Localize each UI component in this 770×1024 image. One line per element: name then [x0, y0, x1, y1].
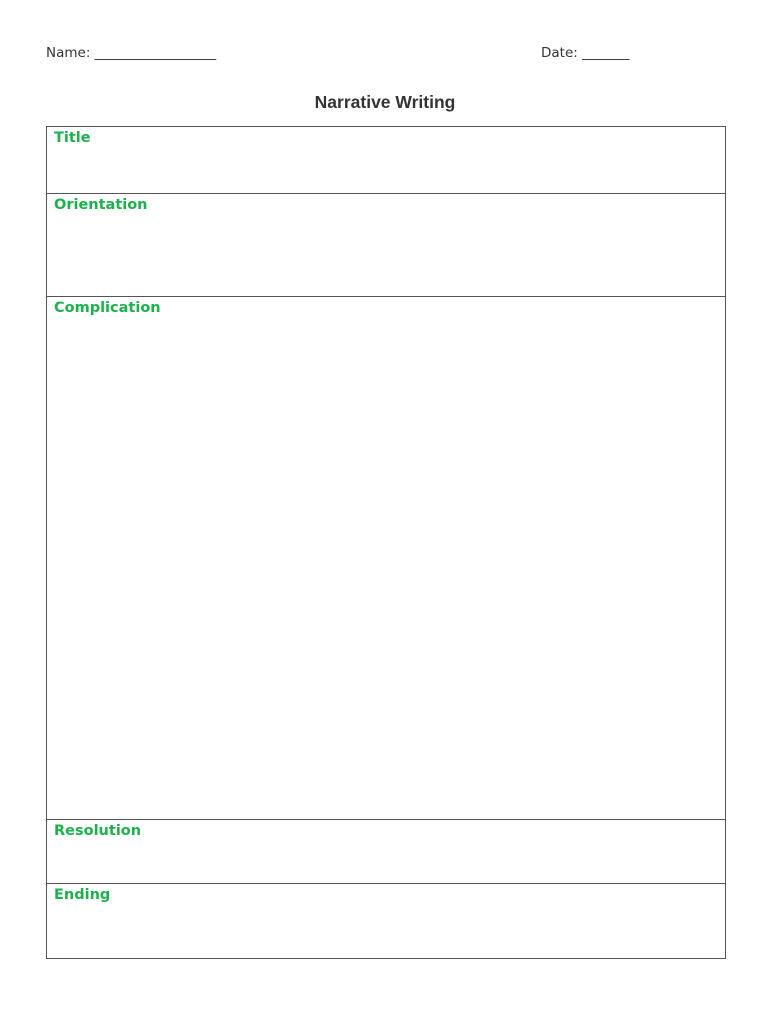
title-section[interactable] — [47, 127, 725, 194]
title-section-label: Title — [54, 130, 91, 146]
resolution-section[interactable] — [47, 820, 725, 884]
resolution-section-label: Resolution — [54, 823, 142, 839]
page-title: Narrative Writing — [314, 92, 456, 112]
ending-section[interactable] — [47, 884, 725, 958]
date-field[interactable]: Date: _______ — [541, 45, 630, 61]
complication-section-label: Complication — [54, 300, 161, 316]
orientation-section-label: Orientation — [54, 197, 148, 213]
orientation-section[interactable] — [47, 194, 725, 297]
ending-section-label: Ending — [54, 887, 111, 903]
complication-section[interactable] — [47, 297, 725, 820]
name-field[interactable]: Name: __________________ — [46, 45, 217, 61]
narrative-form-table — [46, 126, 726, 959]
